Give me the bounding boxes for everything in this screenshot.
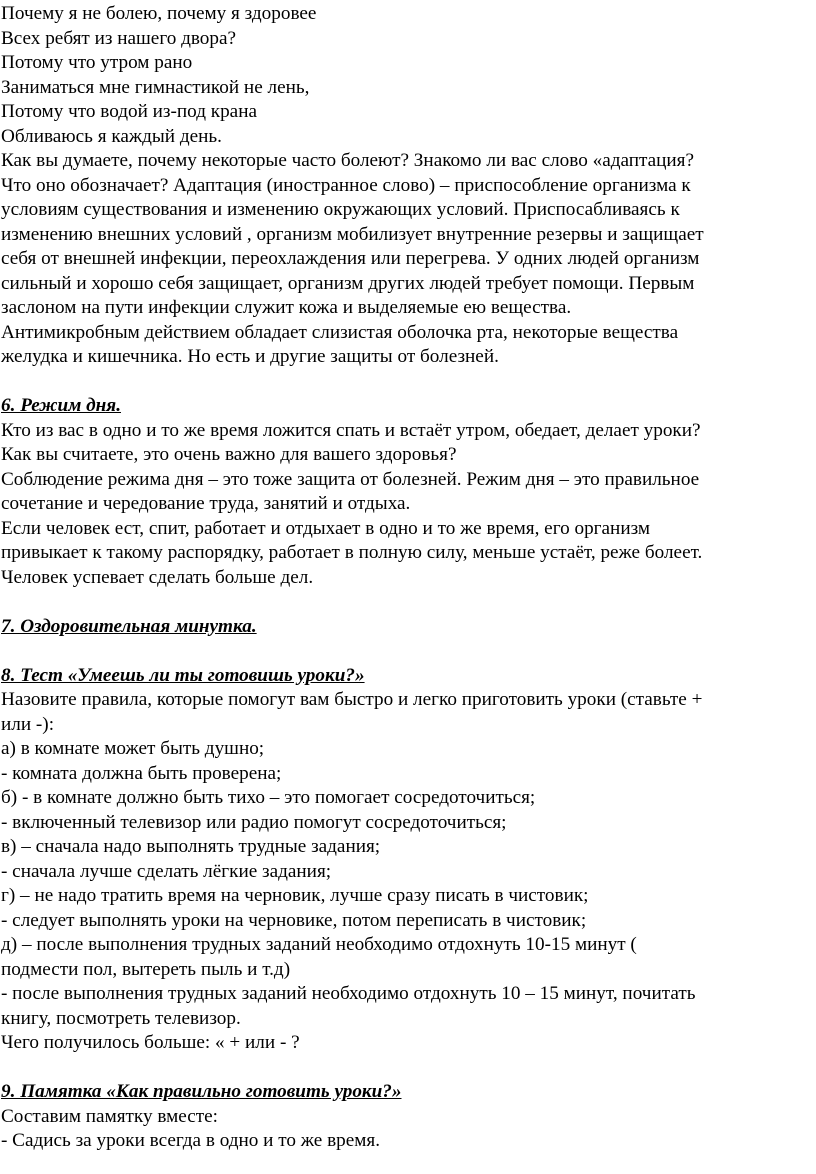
text-line: Кто из вас в одно и то же время ложится спать и встаёт утром, обедает, делает уроки? [1, 419, 701, 441]
text-line: Потому что утром рано [1, 52, 193, 73]
text-line: - следует выполнять уроки на черновике, потом переписать в чистовик; [1, 909, 587, 931]
text-line: Назовите правила, которые помогут вам быстро и легко приготовить уроки (ставьте + [1, 689, 703, 710]
text-line: д) – после выполнения трудных заданий необходимо отдохнуть 10-15 минут ( [1, 934, 637, 955]
section-heading: 6. Режим дня. [1, 395, 121, 416]
text-line: Как вы считаете, это очень важно для вашего здоровья? [1, 444, 457, 465]
text-line: Если человек ест, спит, работает и отдыхает в одно и то же время, его организм [1, 517, 651, 539]
text-line: - Садись за уроки всегда в одно и то же время. [1, 1130, 381, 1151]
text-line: себя от внешней инфекции, переохлаждения или перегрева. У одних людей организм [1, 248, 700, 269]
text-line: Составим памятку вместе: [1, 1105, 218, 1127]
text-line: книгу, посмотреть телевизор. [1, 1007, 241, 1029]
text-line: Почему я не болею, почему я здоровее [1, 3, 317, 24]
text-line: сочетание и чередование труда, занятий и отдыха. [1, 493, 411, 514]
text-line: подмести пол, вытереть пыль и т.д) [1, 958, 291, 980]
text-line: г) – не надо тратить время на черновик, лучше сразу писать в чистовик; [1, 885, 589, 906]
text-line: Соблюдение режима дня – это тоже защита от болезней. Режим дня – это правильное [1, 468, 700, 490]
text-line: - после выполнения трудных заданий необходимо отдохнуть 10 – 15 минут, почитать [1, 983, 696, 1004]
text-line: изменению внешних условий , организм мобилизует внутренние резервы и защищает [1, 223, 704, 245]
text-line: Что оно обозначает? Адаптация (иностранное слово) – приспособление организма к [1, 174, 691, 196]
text-line: б) - в комнате должно быть тихо – это помогает сосредоточиться; [1, 787, 536, 808]
section-heading: 8. Тест «Умеешь ли ты готовишь уроки?» [1, 664, 365, 686]
text-line: - сначала лучше сделать лёгкие задания; [1, 860, 332, 882]
blank-line [0, 590, 816, 615]
blank-line [0, 370, 816, 395]
text-line: Человек успевает сделать больше дел. [1, 566, 314, 588]
text-line: Заниматься мне гимнастикой не лень, [1, 76, 310, 98]
text-line: сильный и хорошо себя защищает, организм других людей требует помощи. Первым [1, 272, 695, 294]
text-line: Всех ребят из нашего двора? [1, 27, 237, 49]
text-line: а) в комнате может быть душно; [1, 738, 265, 759]
text-line: или -): [1, 713, 55, 735]
section-heading: 9. Памятка «Как правильно готовить уроки?» [1, 1081, 402, 1102]
text-line: - включенный телевизор или радио помогут сосредоточиться; [1, 811, 507, 833]
text-line: Потому что водой из-под крана [1, 101, 257, 122]
text-line: условиям существования и изменению окружающих условий. Приспосабливаясь к [1, 199, 680, 220]
text-line: Чего получилось больше: « + или - ? [1, 1032, 300, 1053]
text-line: Обливаюсь я каждый день. [1, 125, 222, 147]
text-line: в) – сначала надо выполнять трудные задания; [1, 836, 381, 857]
text-line: желудка и кишечника. Но есть и другие защиты от болезней. [1, 346, 499, 367]
text-line: Антимикробным действием обладает слизистая оболочка рта, некоторые вещества [1, 321, 679, 343]
blank-line [0, 639, 816, 664]
text-line: привыкает к такому распорядку, работает в полную силу, меньше устаёт, реже болеет. [1, 542, 703, 563]
blank-line [0, 1056, 816, 1081]
document-page [0, 2, 816, 1154]
text-line: Как вы думаете, почему некоторые часто болеют? Знакомо ли вас слово «адаптация? [1, 150, 695, 171]
section-heading: 7. Оздоровительная минутка. [1, 615, 257, 637]
text-line: заслоном на пути инфекции служит кожа и выделяемые ею вещества. [1, 297, 572, 318]
text-line: - комната должна быть проверена; [1, 762, 282, 784]
